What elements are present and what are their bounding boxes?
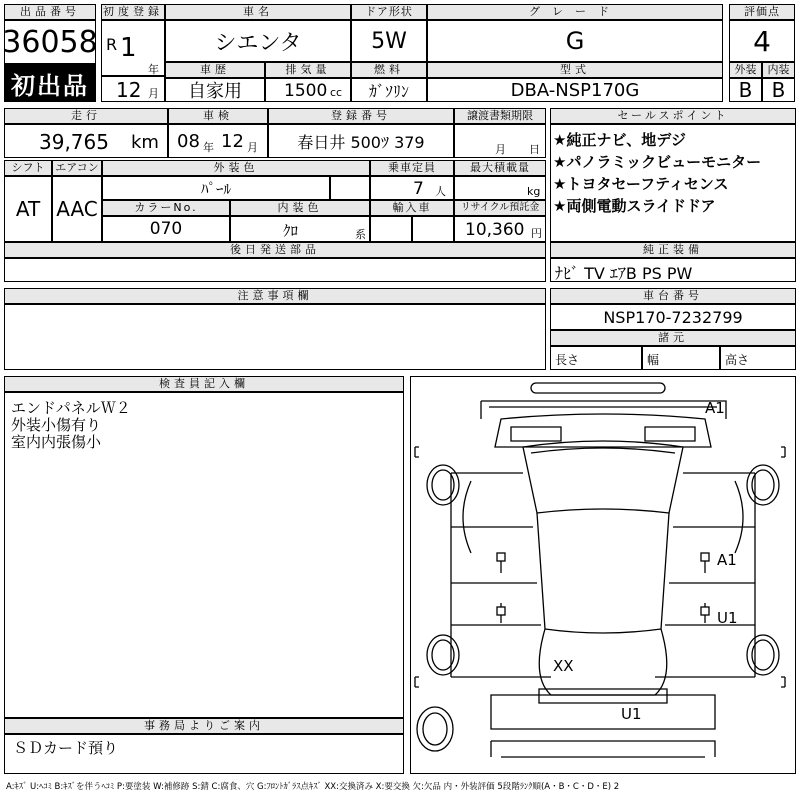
load-unit: kg <box>527 185 541 198</box>
sales-point-item: ★純正ナビ、地デジ <box>553 131 686 149</box>
notes-area <box>4 304 546 370</box>
damage-mark-rear-bumper: U1 <box>621 705 642 723</box>
chassis-header: 車台番号 <box>550 288 796 304</box>
equipment-header: 純正装備 <box>550 242 796 258</box>
lot-number-header: 出品番号 <box>4 4 96 20</box>
int-color-cell <box>230 216 370 242</box>
color-no-header: カラーNo. <box>102 200 230 216</box>
inspection-month: 12 <box>221 131 244 152</box>
office-note: ＳＤカード預り <box>13 739 119 757</box>
interior-score-header: 内装 <box>762 62 795 78</box>
capacity-unit: 人 <box>435 185 446 198</box>
car-damage-diagram <box>410 376 796 774</box>
history-header: 車歴 <box>165 62 265 78</box>
length-label: 長さ <box>555 353 580 367</box>
car-name-header: 車名 <box>165 4 351 20</box>
first-registration-year <box>101 20 165 76</box>
shift: AT <box>4 176 52 242</box>
inspector-header: 検査員記入欄 <box>4 376 404 392</box>
sales-points-header: セールスポイント <box>550 108 796 124</box>
damage-mark-right-door: A1 <box>717 551 737 569</box>
first-registration-month <box>101 76 165 102</box>
height-label: 高さ <box>725 353 750 367</box>
inspection-year: 08 <box>177 131 200 152</box>
plate-number: 春日井 500ﾂ 379 <box>268 124 454 158</box>
sales-point-item: ★トヨタセーフティセンス <box>553 175 729 193</box>
exterior-score-header: 外装 <box>729 62 762 78</box>
plate-header: 登録番号 <box>268 108 454 124</box>
fuel: ｶﾞｿﾘﾝ <box>351 78 427 102</box>
damage-mark-rear-floor: XX <box>553 657 574 675</box>
displacement-header: 排気量 <box>265 62 351 78</box>
model-header: 型式 <box>427 62 723 78</box>
score-header: 評価点 <box>729 4 795 20</box>
int-color: ｸﾛ <box>283 222 299 240</box>
car-history: 自家用 <box>165 78 265 102</box>
import-cell-2 <box>412 216 454 242</box>
aircon-header: エアコン <box>52 160 102 176</box>
displacement: 1500 <box>284 81 328 101</box>
recycle-header: リサイクル預託金 <box>454 200 546 216</box>
mileage-cell <box>4 124 168 158</box>
sales-point-item: ★パノラミックビューモニター <box>553 153 762 171</box>
model-code: DBA-NSP170G <box>427 78 723 102</box>
int-color-unit: 系 <box>355 228 366 241</box>
reg-month: 12 <box>116 78 142 102</box>
door-type: 5W <box>351 20 427 62</box>
era: R <box>106 35 118 54</box>
max-load-cell <box>454 176 546 200</box>
office-notes <box>4 734 404 774</box>
transfer-day-unit: 日 <box>529 143 540 156</box>
chassis-number: NSP170-7232799 <box>550 304 796 330</box>
month-unit: 月 <box>148 87 159 100</box>
overall-score: 4 <box>729 20 795 62</box>
capacity-header: 乗車定員 <box>370 160 454 176</box>
inspector-note: 外装小傷有り <box>11 416 102 434</box>
inspection-month-unit: 月 <box>247 141 258 154</box>
damage-legend: A:ｷｽﾞ U:ﾍｺﾐ B:ｷｽﾞを伴うﾍｺﾐ P:要塗装 W:補修跡 S:錆 C:腐食、穴 G:ﾌﾛﾝﾄｶﾞﾗｽ点ｷｽﾞ XX:交換済み X:要交換 欠:欠品 内・外装評価 5段階ﾗﾝｸ順(A・B・C・D・E) 2 <box>6 782 620 792</box>
later-parts <box>4 258 546 282</box>
first-listing-badge: 初出品 <box>4 64 96 102</box>
equipment-cell <box>550 258 796 282</box>
office-header: 事務局よりご案内 <box>4 718 404 734</box>
damage-mark-right-rear: U1 <box>717 609 738 627</box>
interior-score: B <box>762 78 795 102</box>
aircon: AAC <box>52 176 102 242</box>
era-year: 1 <box>120 33 137 63</box>
recycle-cell <box>454 216 546 242</box>
recycle-fee: 10,360 <box>465 220 525 240</box>
capacity-cell <box>370 176 454 200</box>
max-load-header: 最大積載量 <box>454 160 546 176</box>
import-header: 輸入車 <box>370 200 454 216</box>
transfer-doc-header: 譲渡書類期限 <box>454 108 546 124</box>
width-cell <box>642 346 720 370</box>
color-no: 070 <box>102 216 230 242</box>
car-name: シエンタ <box>165 20 351 62</box>
sales-points <box>550 124 796 242</box>
inspector-note: 室内内張傷小 <box>11 433 102 451</box>
mileage-unit: km <box>131 132 159 153</box>
recycle-unit: 円 <box>531 227 542 240</box>
fuel-header: 燃料 <box>351 62 427 78</box>
dims-header: 諸元 <box>550 330 796 346</box>
capacity: 7 <box>413 179 424 199</box>
damage-mark-front: A1 <box>705 399 725 417</box>
shift-header: シフト <box>4 160 52 176</box>
ext-color: ﾊﾟｰﾙ <box>102 176 330 200</box>
height-cell <box>720 346 796 370</box>
mileage-header: 走行 <box>4 108 168 124</box>
exterior-score: B <box>729 78 762 102</box>
mileage: 39,765 <box>39 130 109 154</box>
inspector-note: エンドパネルＷ２ <box>11 399 131 417</box>
displacement-cell <box>265 78 351 102</box>
ext-color-extra <box>330 176 370 200</box>
grade: G <box>427 20 723 62</box>
ext-color-header: 外装色 <box>102 160 370 176</box>
inspector-notes <box>4 392 404 718</box>
transfer-doc-cell <box>454 124 546 158</box>
inspection-year-unit: 年 <box>203 141 214 154</box>
later-parts-header: 後日発送部品 <box>4 242 546 258</box>
import-cell-1 <box>370 216 412 242</box>
grade-header: グレード <box>427 4 723 20</box>
car-outline-svg <box>411 377 795 773</box>
transfer-month-unit: 月 <box>495 143 506 156</box>
displacement-unit: cc <box>330 86 343 99</box>
door-header: ドア形状 <box>351 4 427 20</box>
sales-point-item: ★両側電動スライドドア <box>553 197 716 215</box>
int-color-header: 内装色 <box>230 200 370 216</box>
equipment: ﾅﾋﾞ TV ｴｱB PS PW <box>555 264 693 283</box>
width-label: 幅 <box>647 353 660 367</box>
length-cell <box>550 346 642 370</box>
inspection-cell <box>168 124 268 158</box>
lot-number: 36058 <box>4 20 96 64</box>
year-unit: 年 <box>148 63 159 76</box>
inspection-header: 車検 <box>168 108 268 124</box>
notes-header: 注意事項欄 <box>4 288 546 304</box>
first-registration-header: 初度登録 <box>103 5 163 18</box>
